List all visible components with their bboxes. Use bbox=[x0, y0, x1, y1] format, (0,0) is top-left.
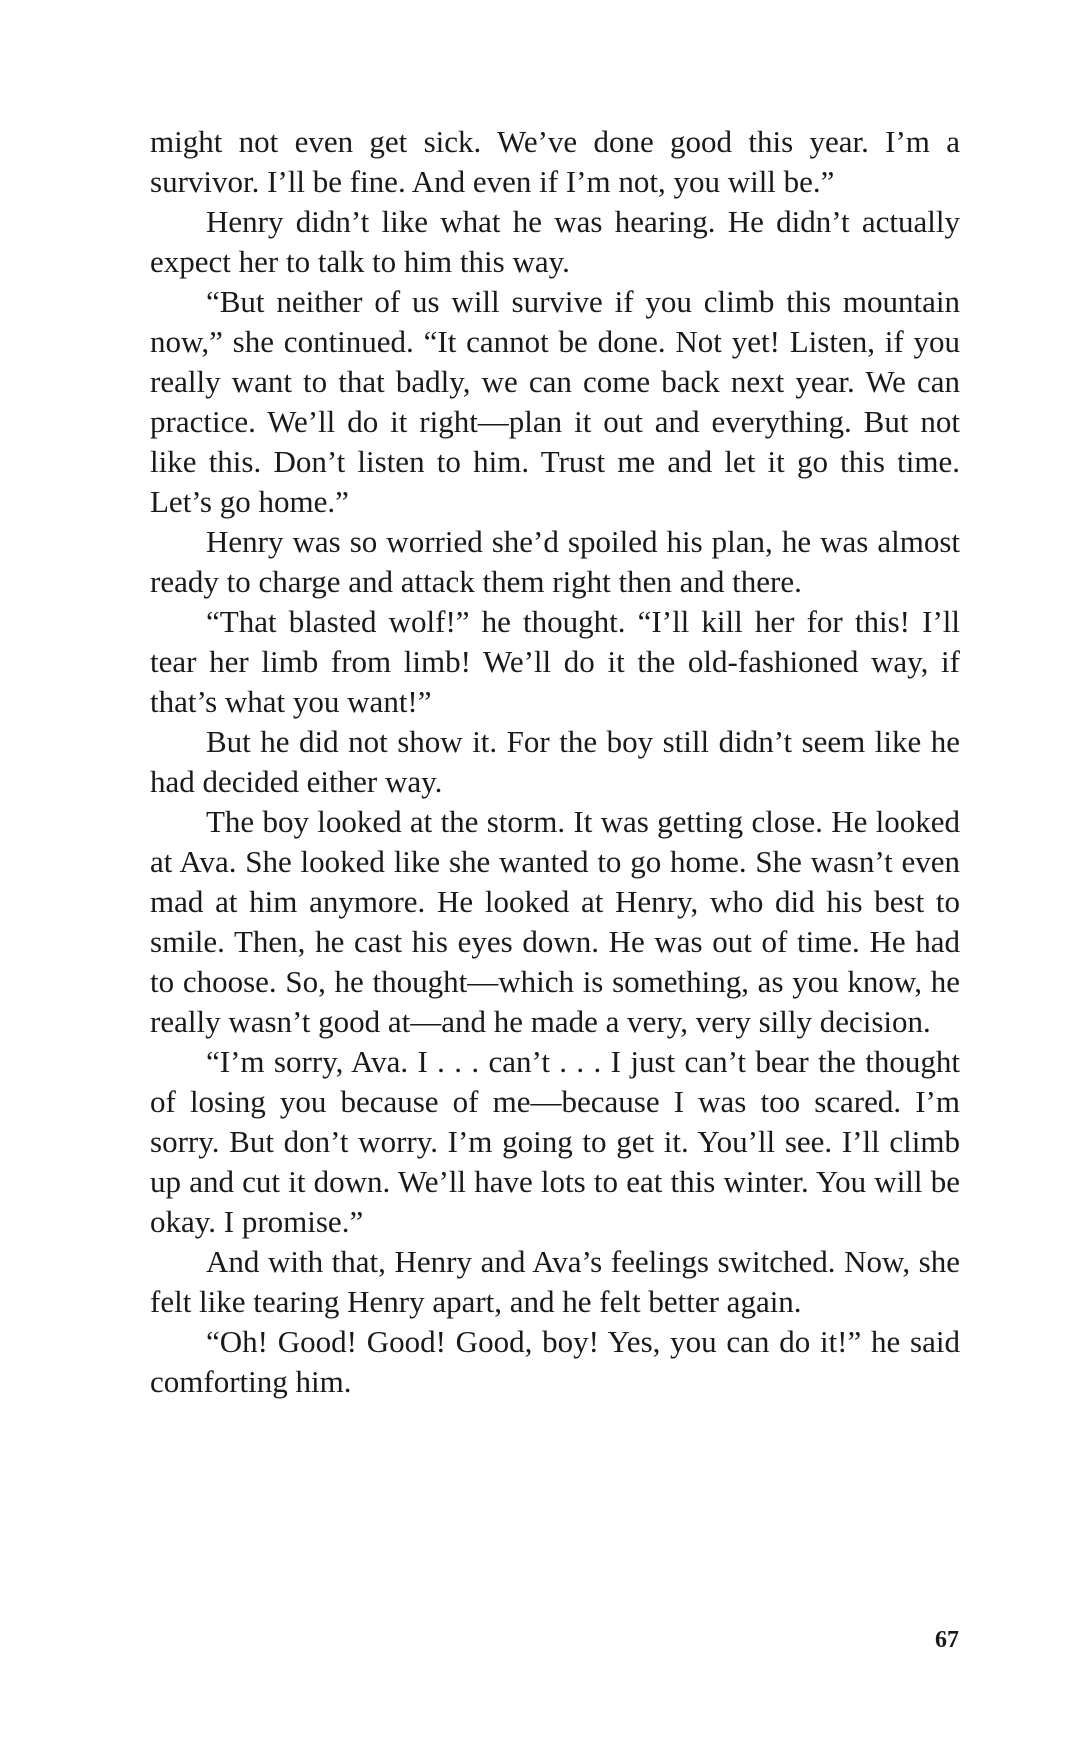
paragraph: “I’m sorry, Ava. I . . . can’t . . . I just can’t bear the thought of losing you because of me—because I was too scared. I’m sorry. But don’t worry. I’m going to get it. You’ll see. I’ll climb up and cut it down. We’ll have lots to eat this winter. You will be okay. I promise.” bbox=[150, 1044, 960, 1239]
paragraph: Henry was so worried she’d spoiled his plan, he was almost ready to charge and attack them right then and there. bbox=[150, 524, 960, 599]
paragraph: “Oh! Good! Good! Good, boy! Yes, you can do it!” he said comforting him. bbox=[150, 1324, 960, 1399]
paragraph: But he did not show it. For the boy still didn’t seem like he had decided either way. bbox=[150, 724, 960, 799]
paragraph: “But neither of us will survive if you climb this mountain now,” she continued. “It cannot be done. Not yet! Listen, if you really want to that badly, we can come back next year. We can practice. We’ll do it right—plan it out and everything. But not like this. Don’t listen to him. Trust me and let it go this time. Let’s go home.” bbox=[150, 284, 960, 519]
paragraph: Henry didn’t like what he was hearing. He didn’t actually expect her to talk to him this way. bbox=[150, 204, 960, 279]
body-text bbox=[150, 122, 960, 1402]
paragraph: And with that, Henry and Ava’s feelings switched. Now, she felt like tearing Henry apart, and he felt better again. bbox=[150, 1244, 960, 1319]
paragraph: The boy looked at the storm. It was getting close. He looked at Ava. She looked like she wanted to go home. She wasn’t even mad at him anymore. He looked at Henry, who did his best to smile. Then, he cast his eyes down. He was out of time. He had to choose. So, he thought—which is something, as you know, he really wasn’t good at—and he made a very, very silly decision. bbox=[150, 804, 960, 1039]
page-number: 67 bbox=[935, 1627, 959, 1653]
paragraph: “That blasted wolf!” he thought. “I’ll kill her for this! I’ll tear her limb from limb! We’ll do it the old-fashioned way, if that’s what you want!” bbox=[150, 604, 960, 719]
paragraph-continued: might not even get sick. We’ve done good this year. I’m a survivor. I’ll be fine. And even if I’m not, you will be.” bbox=[150, 124, 960, 199]
